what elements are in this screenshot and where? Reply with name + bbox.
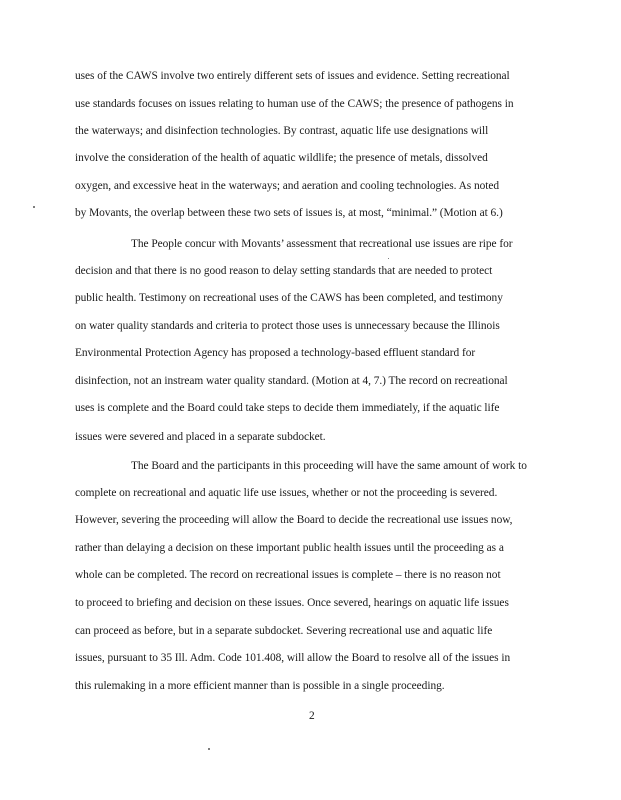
page-number: 2 [309,710,315,722]
body-line-1: uses of the CAWS involve two entirely different sets of issues and evidence. Setting recreational [75,70,510,82]
scan-speck [208,748,210,750]
body-line-13: uses is complete and the Board could take steps to decide them immediately, if the aquatic life [75,402,500,414]
body-line-4: involve the consideration of the health of aquatic wildlife; the presence of metals, dissolved [75,152,488,164]
body-line-22: issues, pursuant to 35 Ill. Adm. Code 101.408, will allow the Board to resolve all of the issues in [75,652,511,664]
body-line-21: can proceed as before, but in a separate subdocket. Severing recreational use and aquatic life [75,625,493,637]
body-line-16: complete on recreational and aquatic life use issues, whether or not the proceeding is severed. [75,487,498,499]
scan-speck [33,206,35,208]
body-line-6: by Movants, the overlap between these two sets of issues is, at most, “minimal.” (Motion at 6.) [75,207,503,219]
body-line-15: The Board and the participants in this proceeding will have the same amount of work to [131,460,527,472]
body-line-17: However, severing the proceeding will allow the Board to decide the recreational use issues now, [75,514,513,526]
body-line-3: the waterways; and disinfection technologies. By contrast, aquatic life use designations will [75,125,489,137]
scan-speck [388,258,389,259]
body-line-23: this rulemaking in a more efficient manner than is possible in a single proceeding. [75,680,445,692]
body-line-14: issues were severed and placed in a separate subdocket. [75,431,326,443]
body-line-20: to proceed to briefing and decision on these issues. Once severed, hearings on aquatic life issues [75,597,509,609]
body-line-18: rather than delaying a decision on these important public health issues until the proceeding as a [75,542,504,554]
body-line-9: public health. Testimony on recreational uses of the CAWS has been completed, and testimony [75,292,503,304]
body-line-11: Environmental Protection Agency has proposed a technology-based effluent standard for [75,347,476,359]
body-line-7: The People concur with Movants’ assessment that recreational use issues are ripe for [131,238,513,250]
body-line-12: disinfection, not an instream water quality standard. (Motion at 4, 7.) The record on recreational [75,375,508,387]
body-line-19: whole can be completed. The record on recreational issues is complete – there is no reason not [75,569,501,581]
body-line-2: use standards focuses on issues relating to human use of the CAWS; the presence of pathogens in [75,98,514,110]
body-line-5: oxygen, and excessive heat in the waterways; and aeration and cooling technologies. As noted [75,180,500,192]
body-line-8: decision and that there is no good reason to delay setting standards that are needed to protect [75,265,493,277]
body-line-10: on water quality standards and criteria to protect those uses is unnecessary because the Illinois [75,320,500,332]
